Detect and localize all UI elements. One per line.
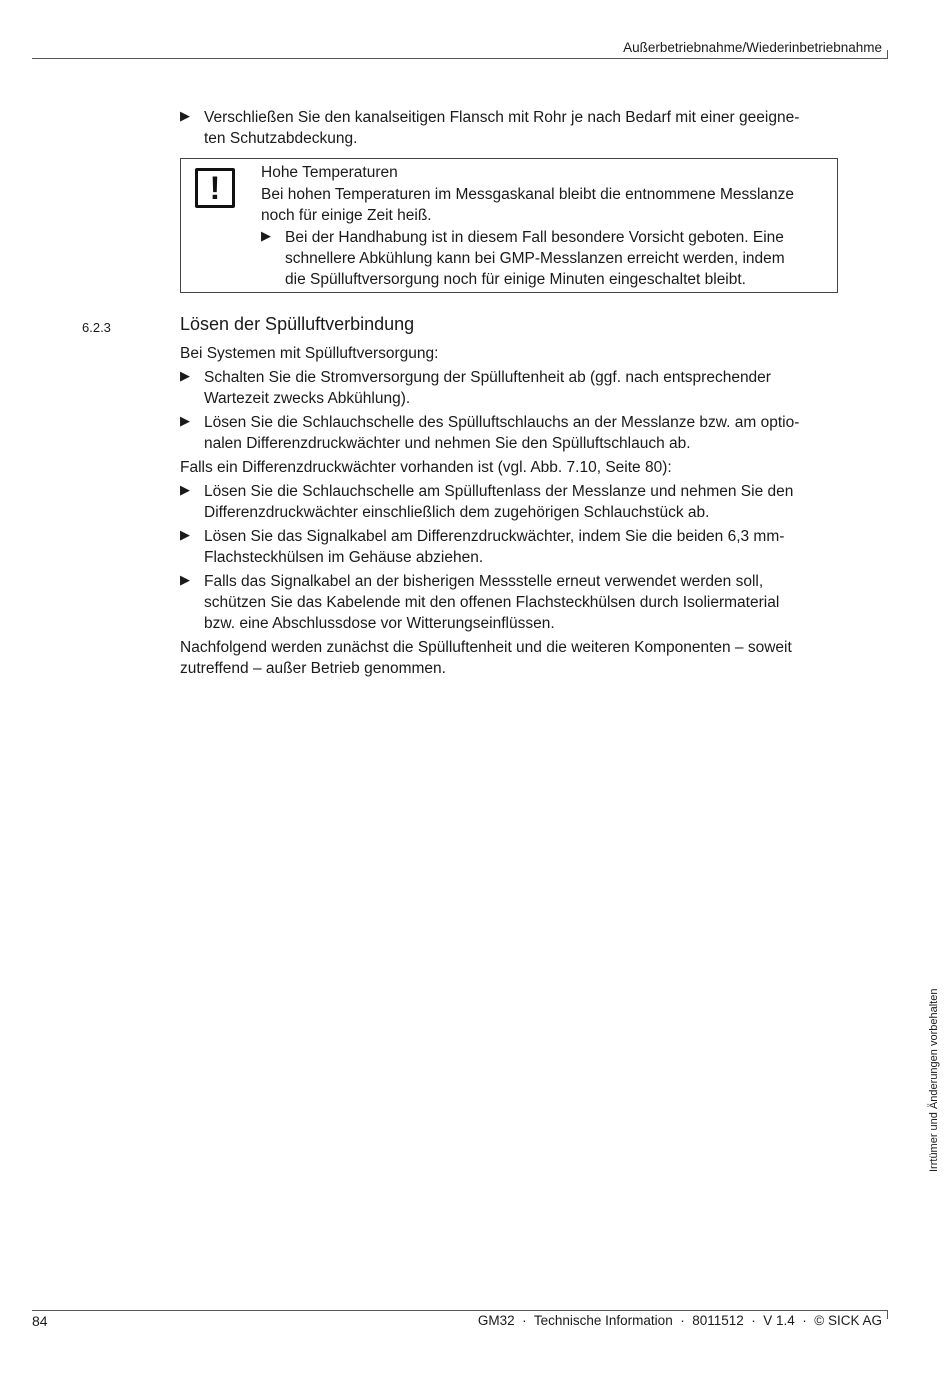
bullet-arrow-icon: ▶ (180, 413, 190, 428)
bullet-arrow-icon: ▶ (261, 228, 271, 243)
list-item-text: Lösen Sie das Signalkabel am Differenzdruckwächter, indem Sie die beiden 6,3 mm- Flachsteckhülsen im Gehäuse abziehen. (204, 528, 785, 566)
running-header-title: Außerbetriebnahme/Wiederinbetriebnahme (623, 40, 882, 55)
bullet-arrow-icon: ▶ (180, 572, 190, 587)
header-rule-tick (887, 50, 888, 59)
bullet-arrow-icon: ▶ (180, 368, 190, 383)
warning-bullet-text: Bei der Handhabung ist in diesem Fall besondere Vorsicht geboten. Eine schnellere Abkühlung kann bei GMP-Messlanzen erreicht werden, indem die Spülluftversorgung noch für einige Minuten eingeschaltet bleibt. (285, 229, 785, 288)
list-item-text: Schalten Sie die Stromversorgung der Spülluftenheit ab (ggf. nach entsprechender Wartezeit zwecks Abkühlung). (204, 369, 771, 407)
section-intro: Bei Systemen mit Spülluftversorgung: (180, 345, 439, 362)
warning-exclamation-icon: ! (195, 168, 235, 208)
bullet-arrow-icon: ▶ (180, 482, 190, 497)
section-title: Lösen der Spülluftverbindung (180, 314, 415, 334)
list-item-text: Falls das Signalkabel an der bisherigen Messstelle erneut verwendet werden soll, schützen Sie das Kabelende mit den offenen Flachsteckhülsen durch Isoliermaterial bzw. eine Abschlussdose vor Witterungseinflüssen. (204, 573, 780, 632)
section-closing: Nachfolgend werden zunächst die Spülluftenheit und die weiteren Komponenten – soweit zutreffend – außer Betrieb genommen. (180, 639, 792, 677)
section-intro-b: Falls ein Differenzdruckwächter vorhanden ist (vgl. Abb. 7.10, Seite 80): (180, 459, 672, 476)
footer-text: GM32 · Technische Information · 8011512 · V 1.4 · © SICK AG (477, 1313, 882, 1328)
section-number: 6.2.3 (82, 320, 111, 335)
footer-rule-tick (887, 1310, 888, 1319)
bullet-arrow-icon: ▶ (180, 527, 190, 542)
warning-title: Hohe Temperaturen (261, 164, 398, 181)
side-disclaimer: Irrtümer und Änderungen vorbehalten (928, 988, 940, 1172)
intro-bullet-text: Verschließen Sie den kanalseitigen Flansch mit Rohr je nach Bedarf mit einer geeigne- ten Schutzabdeckung. (204, 109, 800, 147)
page-number: 84 (32, 1313, 48, 1329)
list-item-text: Lösen Sie die Schlauchschelle des Spülluftschlauchs an der Messlanze bzw. am optio- nalen Differenzdruckwächter und nehmen Sie den Spülluftschlauch ab. (204, 414, 800, 452)
footer-rule (32, 1310, 888, 1311)
warning-text: Bei hohen Temperaturen im Messgaskanal bleibt die entnommene Messlanze noch für einige Zeit heiß. (261, 186, 795, 224)
list-item-text: Lösen Sie die Schlauchschelle am Spülluftenlass der Messlanze und nehmen Sie den Differenzdruckwächter einschließlich dem zugehörigen Schlauchstück ab. (204, 483, 794, 521)
bullet-arrow-icon: ▶ (180, 108, 190, 123)
header-rule (32, 58, 888, 59)
